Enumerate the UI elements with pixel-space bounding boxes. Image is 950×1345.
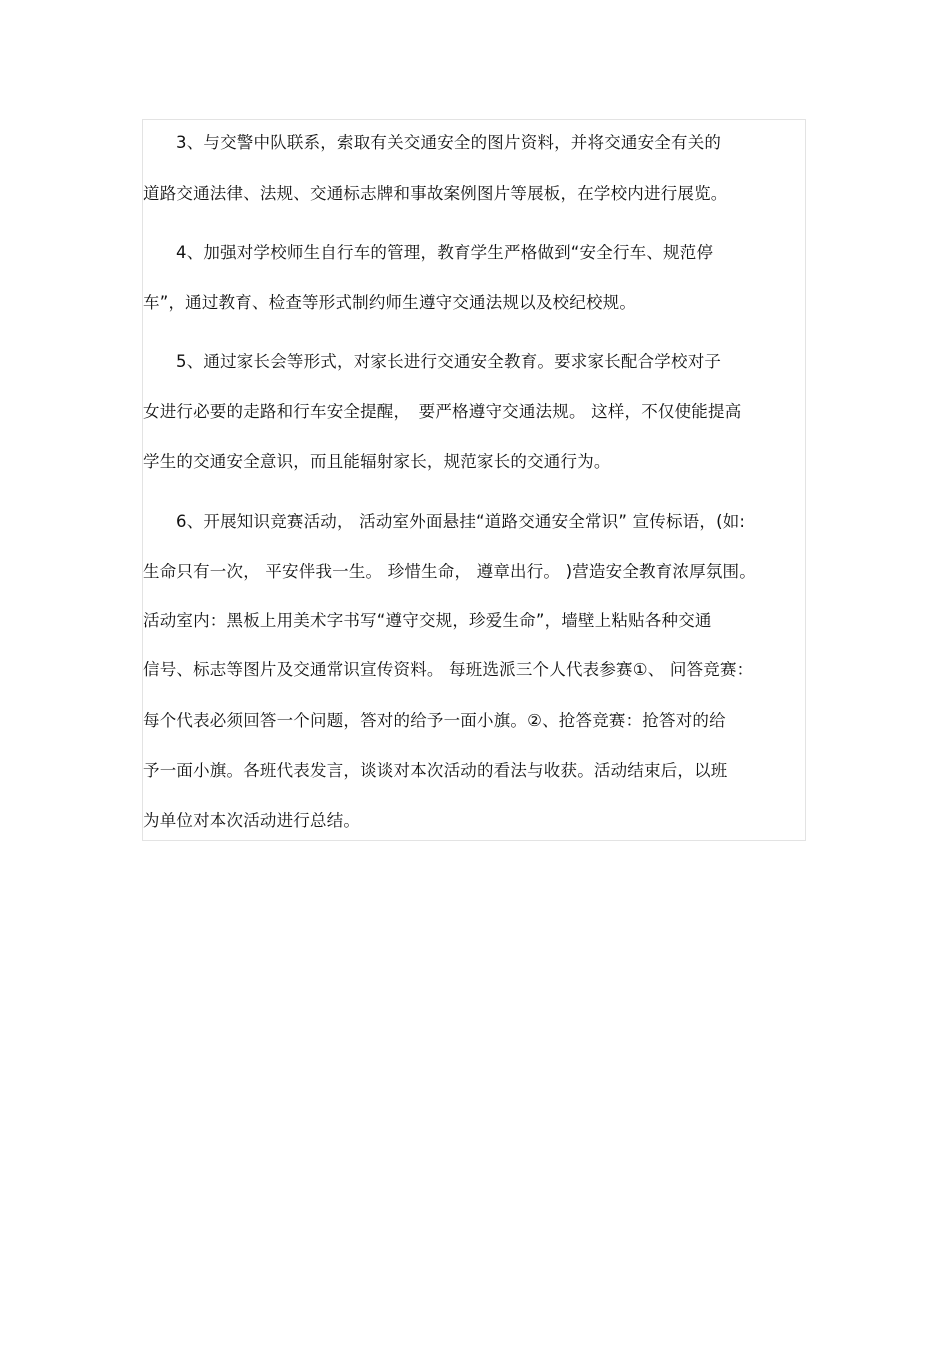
paragraph-6-line-3: 活动室内：黑板上用美术字书写“遵守交规，珍爱生命”，墙壁上粘贴各种交通 <box>143 611 712 630</box>
paragraph-6-line-5: 每个代表必须回答一个问题，答对的给予一面小旗。②、抢答竞赛：抢答对的给 <box>143 711 726 730</box>
paragraph-6-line-6: 予一面小旗。各班代表发言，谈谈对本次活动的看法与收获。活动结束后，以班 <box>143 761 728 780</box>
paragraph-5-line-2: 女进行必要的走路和行车安全提醒， 要严格遵守交通法规。 这样，不仅使能提高 <box>143 402 742 421</box>
paragraph-6-line-7: 为单位对本次活动进行总结。 <box>143 811 361 830</box>
paragraph-3-line-2: 道路交通法律、法规、交通标志牌和事故案例图片等展板，在学校内进行展览。 <box>143 184 728 203</box>
paragraph-4-line-2: 车”，通过教育、检查等形式制约师生遵守交通法规以及校纪校规。 <box>143 293 637 312</box>
paragraph-4-line-1: 4、加强对学校师生自行车的管理，教育学生严格做到“安全行车、规范停 <box>176 243 714 262</box>
paragraph-3-line-1: 3、与交警中队联系，索取有关交通安全的图片资料，并将交通安全有关的 <box>176 133 722 152</box>
document-frame <box>142 119 806 841</box>
paragraph-5-line-3: 学生的交通安全意识，而且能辐射家长，规范家长的交通行为。 <box>143 452 611 471</box>
paragraph-6-line-1: 6、开展知识竞赛活动， 活动室外面悬挂“道路交通安全常识” 宣传标语，(如: <box>176 512 746 531</box>
paragraph-5-line-1: 5、通过家长会等形式，对家长进行交通安全教育。要求家长配合学校对子 <box>176 352 722 371</box>
paragraph-6-line-2: 生命只有一次， 平安伴我一生。 珍惜生命， 遵章出行。 )营造安全教育浓厚氛围。 <box>143 562 756 581</box>
paragraph-6-line-4: 信号、标志等图片及交通常识宣传资料。 每班选派三个人代表参赛①、 问答竞赛： <box>143 660 754 679</box>
